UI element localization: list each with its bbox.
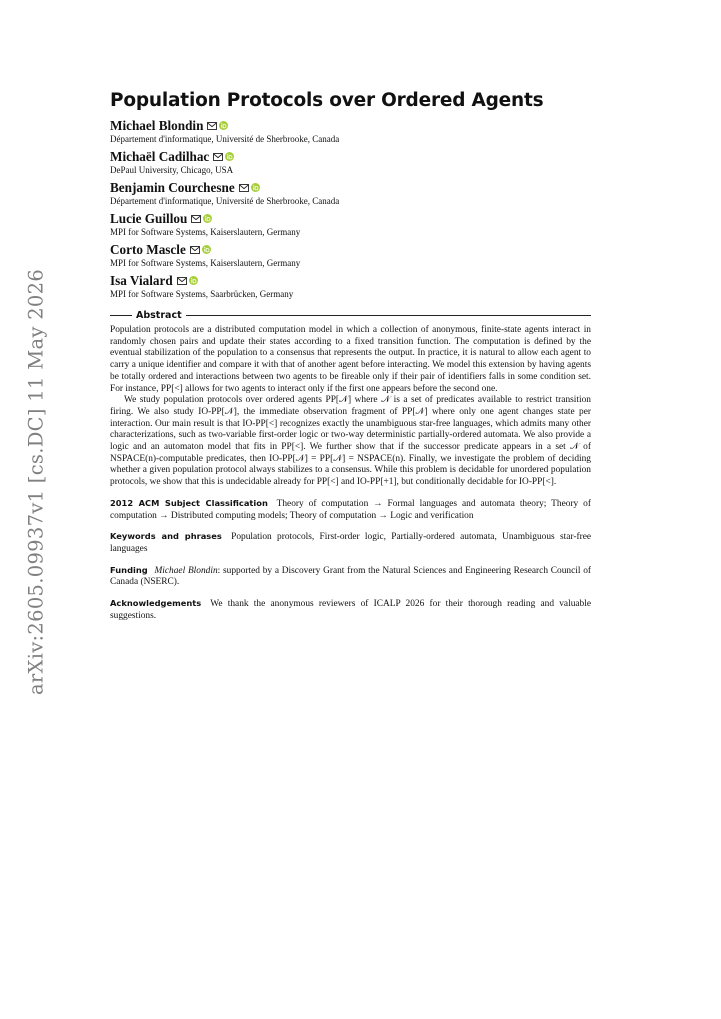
orcid-icon[interactable]: [225, 152, 234, 161]
author-entry: [110, 149, 591, 176]
heading-rule: [186, 315, 591, 316]
arxiv-identifier: arXiv:2605.09937v1 [cs.DC] 11 May 2026: [24, 268, 48, 696]
keywords-heading: Keywords and phrases: [110, 531, 222, 542]
author-affiliation: MPI for Software Systems, Kaiserslautern, Germany: [110, 227, 301, 237]
author-name: Michaël Cadilhac: [110, 149, 210, 164]
mail-icon[interactable]: [239, 184, 249, 192]
paper-front-matter: [110, 90, 591, 622]
author-affiliation: DePaul University, Chicago, USA: [110, 165, 234, 175]
mail-icon[interactable]: [207, 122, 217, 130]
author-entry: [110, 118, 591, 145]
abstract-heading: [110, 310, 591, 321]
orcid-icon[interactable]: [251, 183, 260, 192]
author-name: Michael Blondin: [110, 118, 204, 133]
funding-text: : supported by a Discovery Grant from the Natural Sciences and Engineering Research Council of Canada (NSERC).: [110, 565, 592, 588]
mail-icon[interactable]: [191, 215, 201, 223]
keywords: [110, 531, 591, 555]
author-name-line: [110, 149, 591, 164]
author-name-line: [110, 273, 591, 288]
author-affiliation: MPI for Software Systems, Kaiserslautern, Germany: [110, 258, 301, 268]
abstract-label: Abstract: [136, 310, 182, 321]
orcid-icon[interactable]: [189, 276, 198, 285]
funding-name: Michael Blondin: [154, 565, 218, 576]
author-entry: [110, 242, 591, 269]
classification-heading: 2012 ACM Subject Classification: [110, 497, 268, 508]
mail-icon[interactable]: [213, 153, 223, 161]
author-list: [110, 118, 591, 300]
acknowledgements-heading: Acknowledgements: [110, 598, 202, 609]
author-entry: [110, 180, 591, 207]
paper-title: Population Protocols over Ordered Agents: [110, 90, 544, 111]
author-affiliation: MPI for Software Systems, Saarbrücken, Germany: [110, 289, 294, 299]
author-name: Lucie Guillou: [110, 211, 188, 226]
orcid-icon[interactable]: [219, 121, 228, 130]
author-affiliation: Département d'informatique, Université de Sherbrooke, Canada: [110, 196, 340, 206]
orcid-icon[interactable]: [203, 214, 212, 223]
acknowledgements-text: We thank the anonymous reviewers of ICALP 2026 for their thorough reading and valuable suggestions.: [110, 599, 591, 621]
mail-icon[interactable]: [190, 246, 200, 254]
author-name: Benjamin Courchesne: [110, 180, 235, 195]
author-affiliation: Département d'informatique, Université de Sherbrooke, Canada: [110, 134, 340, 144]
author-entry: [110, 211, 591, 238]
author-name-line: [110, 211, 591, 226]
funding-heading: Funding: [110, 564, 148, 575]
funding: [110, 565, 591, 589]
author-name: Isa Vialard: [110, 273, 173, 288]
author-name-line: [110, 242, 591, 257]
author-name-line: [110, 118, 591, 133]
abstract-paragraph: Population protocols are a distributed computation model in which a collection of anonymous, finite-state agents interact in randomly chosen pairs and update their states according to a fixed transition function. The computation is defined by the eventual stabilization of the population to a consensus that represents the output. In practice, it is natural to allow each agent to carry a unique identifier and compare it with that of another agent before interacting. We model this extension by having agents be totally ordered and interactions between two agents to be fireable only if their pair of identifiers falls in some condition set. For instance, PP[<] allows for two agents to interact only if the first one appears before the second one.: [110, 325, 591, 394]
mail-icon[interactable]: [177, 277, 187, 285]
heading-rule: [110, 315, 132, 316]
author-name-line: [110, 180, 591, 195]
orcid-icon[interactable]: [202, 245, 211, 254]
keywords-text: Population protocols, First-order logic, Partially-ordered automata, Unambiguous star-free languages: [110, 532, 592, 554]
classification-text: Theory of computation → Formal languages and automata theory; Theory of computation → Distributed computing models; Theory of computation → Logic and verification: [110, 498, 591, 521]
author-entry: [110, 273, 591, 300]
author-name: Corto Mascle: [110, 242, 186, 257]
acm-classification: [110, 498, 591, 522]
acknowledgements: [110, 598, 591, 622]
abstract-paragraph: We study population protocols over ordered agents PP[𝒩] where 𝒩 is a set of predicates available to restrict transition firing. We also study IO-PP[𝒩], the immediate observation fragment of PP[𝒩] where only one agent changes state per interaction. Our main result is that IO-PP[<] recognizes exactly the unambiguous star-free languages, which admits many other characterizations, such as two-variable first-order logic or two-way deterministic partially-ordered automata. We also provide a logic and an automaton model that fits in PP[<]. We further show that if the successor predicate appears in a set 𝒩 of NSPACE(n)-computable predicates, then IO-PP[𝒩] = PP[𝒩] = NSPACE(n). Finally, we investigate the problem of deciding whether a given population protocol always stabilizes to a consensus. While this problem is decidable for unordered population protocols, we show that this is undecidable already for PP[<] and IO-PP[+1], but conditionally decidable for IO-PP[<].: [110, 395, 591, 488]
